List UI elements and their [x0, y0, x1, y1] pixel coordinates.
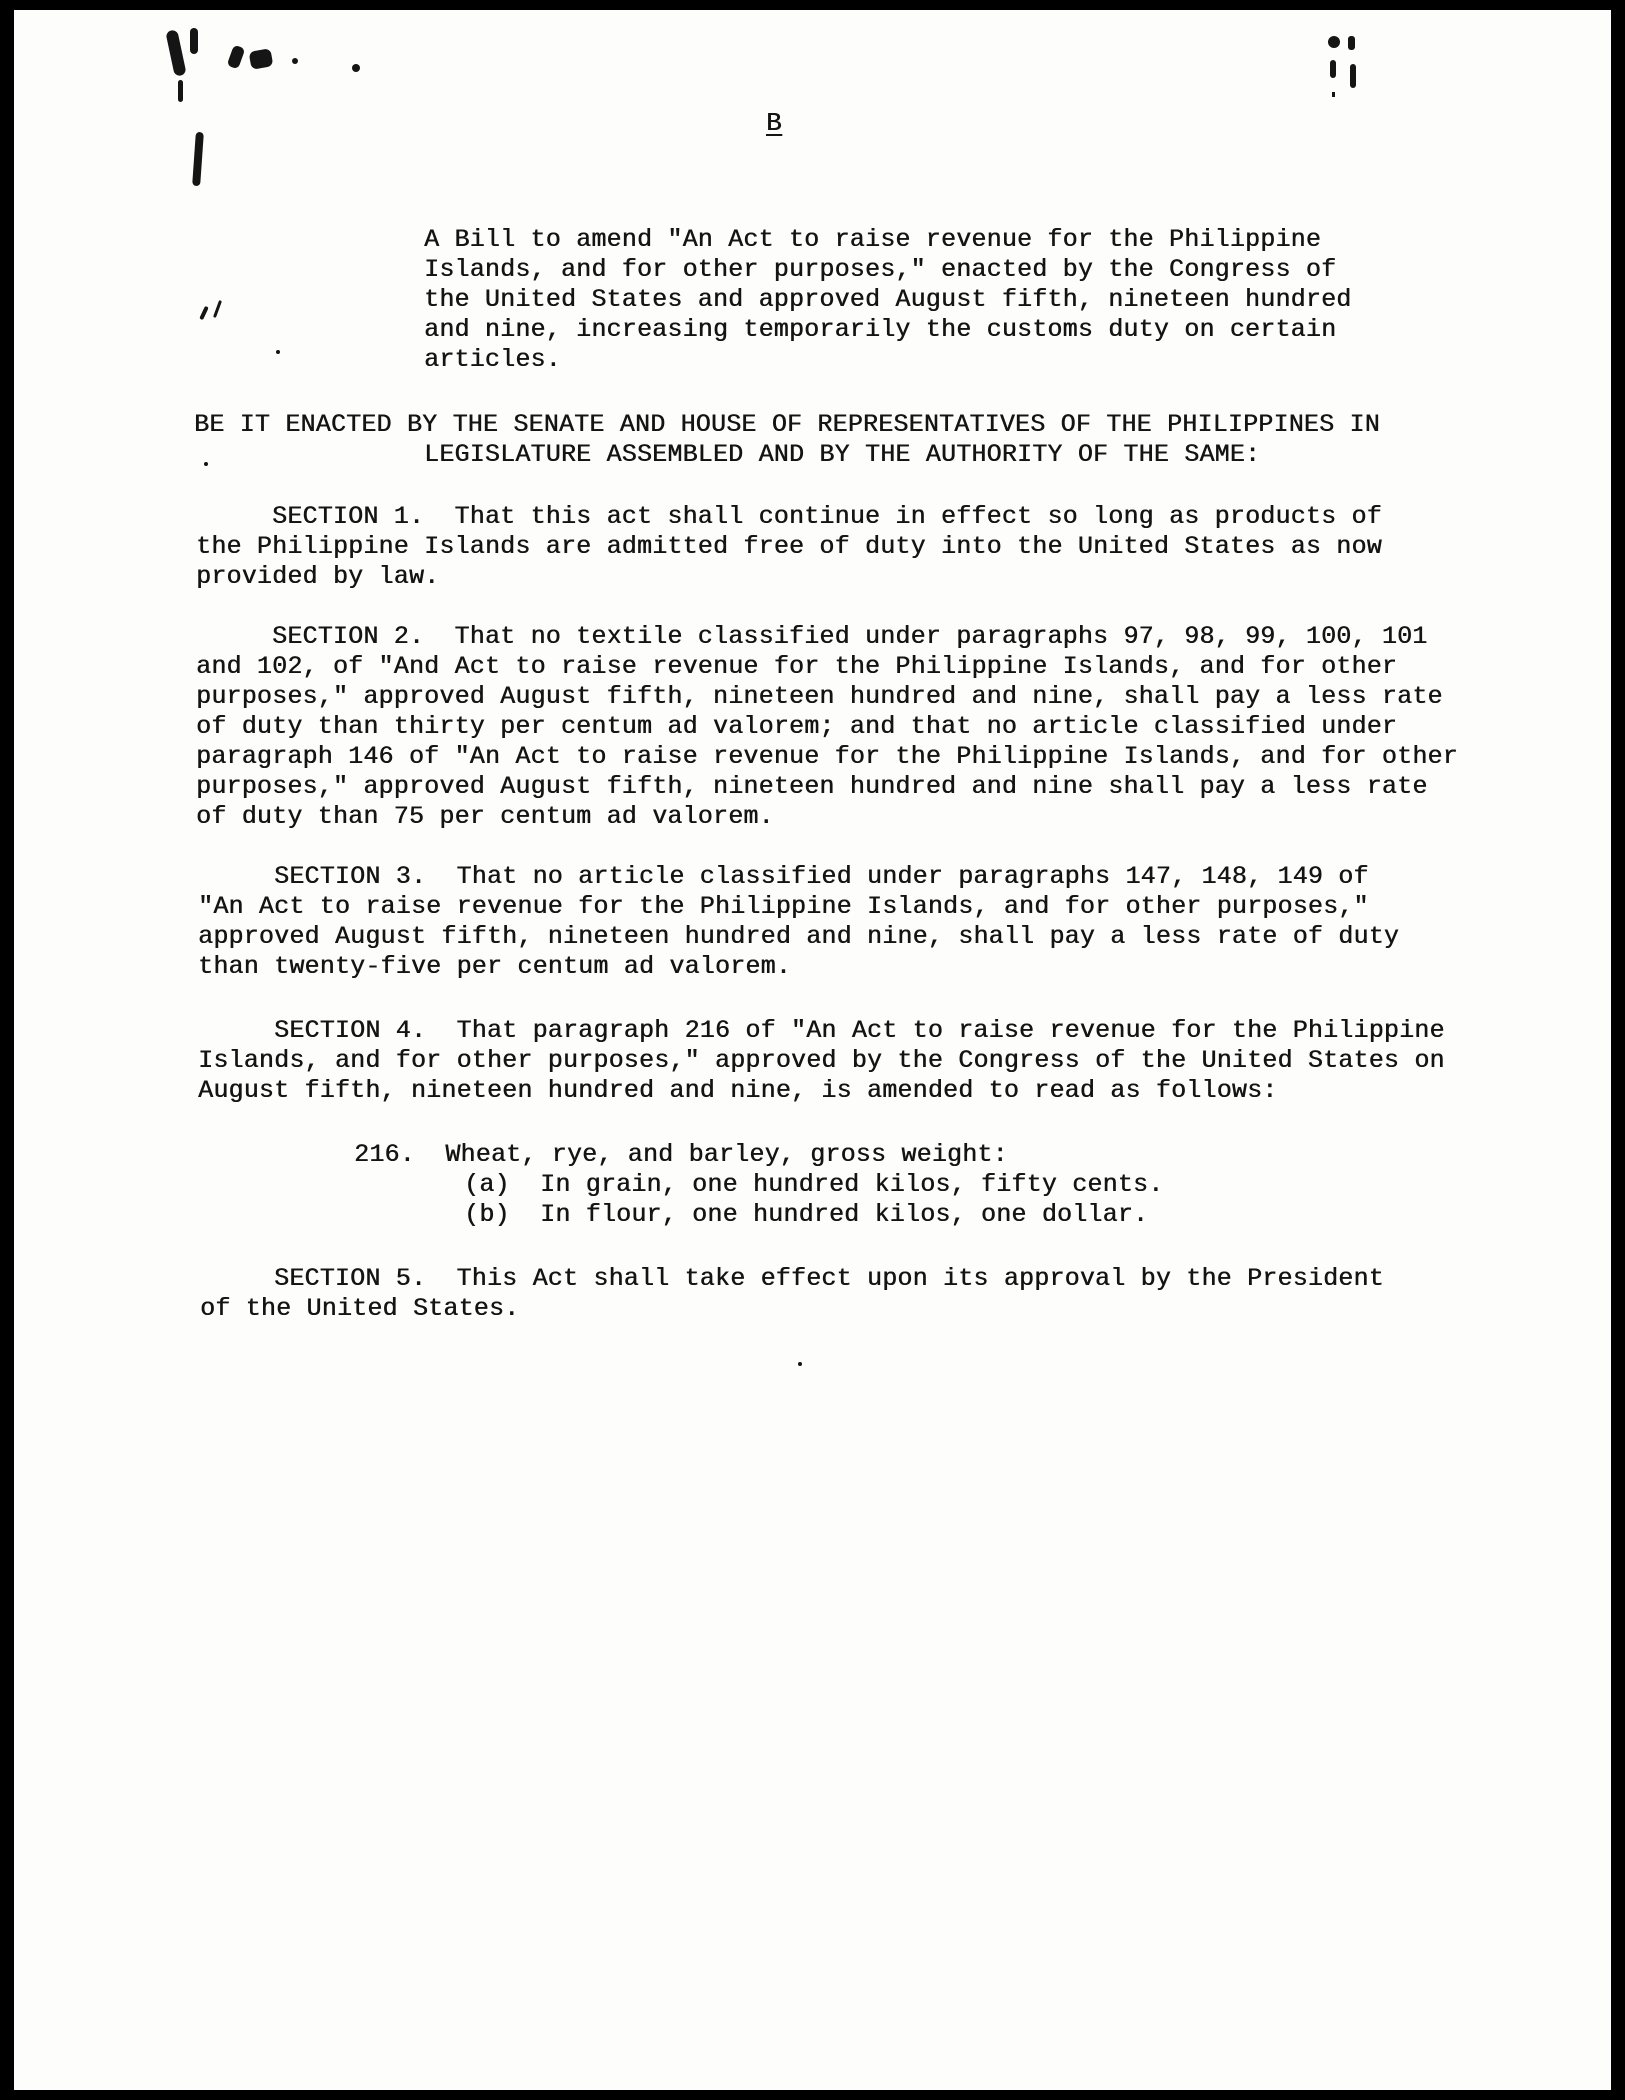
section-4-line: August fifth, nineteen hundred and nine, is amended to read as follows: — [198, 1076, 1278, 1105]
ink-smudge — [1328, 36, 1340, 48]
bill-title-line: articles. — [424, 345, 561, 374]
page-letter: B — [766, 108, 782, 138]
ink-smudge — [165, 29, 186, 76]
section-2-line: of duty than thirty per centum ad valorem; and that no article classified under — [196, 712, 1397, 741]
ink-smudge — [178, 80, 183, 102]
ink-smudge — [190, 28, 198, 54]
paragraph-216-item: (a) In grain, one hundred kilos, fifty cents. — [464, 1170, 1164, 1199]
ink-smudge — [1332, 92, 1335, 97]
ink-smudge — [1350, 64, 1356, 88]
bill-title-line: the United States and approved August fifth, nineteen hundred — [424, 285, 1352, 314]
ink-smudge — [1348, 36, 1355, 50]
enacting-clause-line: LEGISLATURE ASSEMBLED AND BY THE AUTHORITY OF THE SAME: — [424, 440, 1261, 469]
ink-smudge — [249, 48, 274, 70]
section-2-line: SECTION 2. That no textile classified under paragraphs 97, 98, 99, 100, 101 — [272, 622, 1428, 651]
section-3-line: than twenty-five per centum ad valorem. — [198, 952, 791, 981]
ink-smudge — [276, 350, 280, 354]
bill-title-line: Islands, and for other purposes," enacted by the Congress of — [424, 255, 1337, 284]
section-5-line: of the United States. — [200, 1294, 520, 1323]
section-5-line: SECTION 5. This Act shall take effect upon its approval by the President — [274, 1264, 1384, 1293]
bill-title-line: and nine, increasing temporarily the customs duty on certain — [424, 315, 1337, 344]
section-1-line: the Philippine Islands are admitted free of duty into the United States as now — [196, 532, 1382, 561]
section-2-line: and 102, of "And Act to raise revenue for the Philippine Islands, and for other — [196, 652, 1397, 681]
document-page — [14, 10, 1611, 2090]
ink-smudge — [1330, 60, 1336, 78]
paragraph-216-lead: 216. Wheat, rye, and barley, gross weight: — [354, 1140, 1008, 1169]
paragraph-216-item: (b) In flour, one hundred kilos, one dollar. — [464, 1200, 1149, 1229]
section-4-line: SECTION 4. That paragraph 216 of "An Act to raise revenue for the Philippine — [274, 1016, 1445, 1045]
section-1-line: provided by law. — [196, 562, 440, 591]
ink-smudge — [227, 45, 246, 70]
bill-title-line: A Bill to amend "An Act to raise revenue for the Philippine — [424, 225, 1321, 254]
ink-smudge — [192, 132, 204, 186]
section-1-line: SECTION 1. That this act shall continue in effect so long as products of — [272, 502, 1382, 531]
section-3-line: SECTION 3. That no article classified under paragraphs 147, 148, 149 of — [274, 862, 1369, 891]
section-2-line: purposes," approved August fifth, nineteen hundred and nine, shall pay a less rate — [196, 682, 1443, 711]
section-2-line: paragraph 146 of "An Act to raise revenue for the Philippine Islands, and for other — [196, 742, 1458, 771]
section-4-line: Islands, and for other purposes," approved by the Congress of the United States on — [198, 1046, 1445, 1075]
section-2-line: purposes," approved August fifth, nineteen hundred and nine shall pay a less rate — [196, 772, 1428, 801]
ink-smudge — [199, 306, 209, 320]
enacting-clause-line: BE IT ENACTED BY THE SENATE AND HOUSE OF REPRESENTATIVES OF THE PHILIPPINES IN — [194, 410, 1380, 439]
section-3-line: "An Act to raise revenue for the Philippine Islands, and for other purposes," — [198, 892, 1369, 921]
ink-smudge — [798, 1362, 802, 1366]
ink-smudge — [292, 58, 298, 64]
ink-smudge — [204, 462, 208, 466]
section-2-line: of duty than 75 per centum ad valorem. — [196, 802, 774, 831]
ink-smudge — [213, 300, 222, 318]
ink-smudge — [352, 64, 360, 72]
section-3-line: approved August fifth, nineteen hundred and nine, shall pay a less rate of duty — [198, 922, 1399, 951]
